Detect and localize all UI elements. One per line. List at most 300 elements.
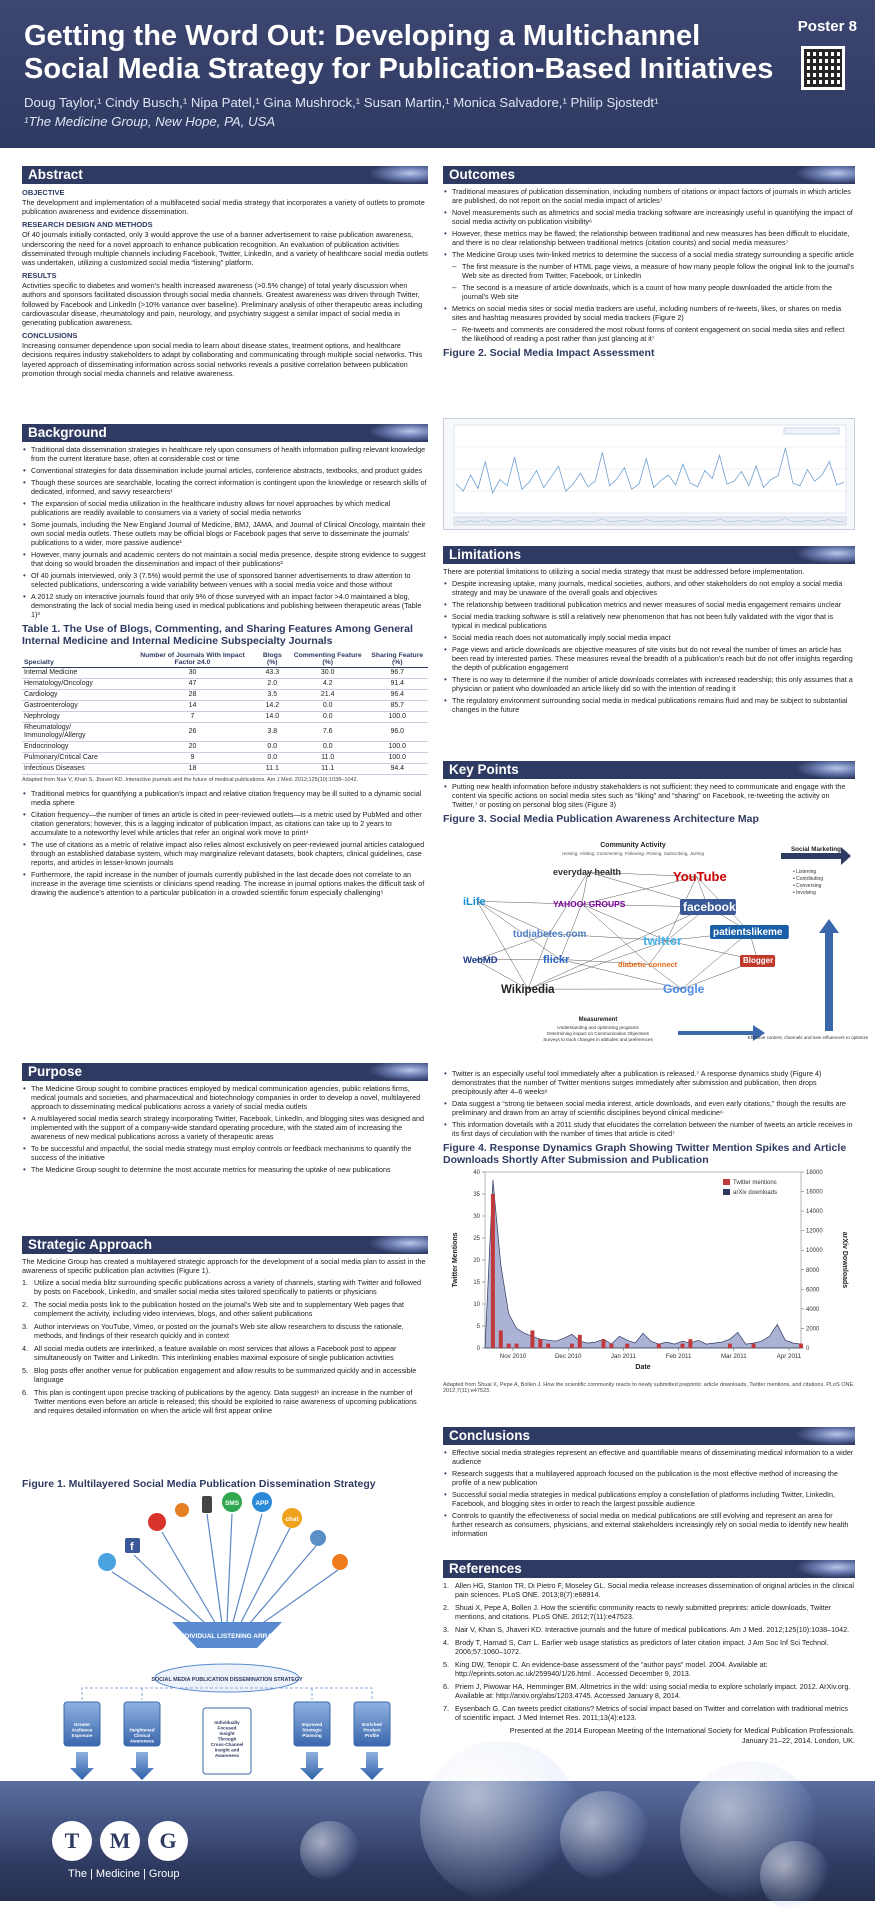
y2-axis-label: arXiv Downloads <box>841 1232 848 1289</box>
svg-text:Effective content, channels an: Effective content, channels and new influencers to optimize <box>748 1035 869 1040</box>
svg-text:Blogger: Blogger <box>743 956 773 965</box>
background-list-2 <box>22 789 428 897</box>
purpose-bullet: • The Medicine Group sought to determine the most accurate metrics for measuring the uptake of new publications <box>22 1165 428 1174</box>
outcome-box <box>354 1702 390 1746</box>
strategic-intro: The Medicine Group has created a multilayered strategic approach for the development of a social media plan to assist in the awareness of specific publication plan activities (Figure 1). <box>22 1257 428 1275</box>
outcomes-bullet: • Metrics on social media sites or social media trackers are useful, including numbers of re-tweets, likes, or shares on media sites and hashtag measures provided by social media trackers (Figure 2) <box>443 304 855 322</box>
keypoints-list <box>443 782 855 809</box>
table-row <box>22 690 428 701</box>
outcome-label: Improved <box>302 1722 323 1727</box>
twitter-bar <box>515 1344 519 1348</box>
x-tick-label: Apr 2011 <box>777 1353 802 1360</box>
table-cell: 0.0 <box>289 712 367 723</box>
outcome-label: Audience <box>72 1728 93 1733</box>
figure3-title: Figure 3. Social Media Publication Awareness Architecture Map <box>443 813 855 825</box>
figure2-svg <box>444 419 854 529</box>
table-cell: 7.6 <box>289 723 367 742</box>
x-tick-label: Dec 2010 <box>555 1353 582 1360</box>
poster-number: Poster 8 <box>798 18 857 35</box>
svg-text:SMS: SMS <box>225 1500 240 1507</box>
table-cell: 14.2 <box>256 701 289 712</box>
design-text: Of 40 journals initially contacted, only 3 would approve the use of a banner advertisement to raise publication awareness, underscoring the need for a novel approach to enhance publication recognition. An evaluation of publication activities disseminated through multiple channels including Facebook, Twitter, LinkedIn, and a variety of healthcare social media outlets was undertaken, utilizing a customized social media “listening” platform. <box>22 230 428 267</box>
table-cell: 18 <box>129 764 255 775</box>
table1-column-header: Number of Journals With Impact Factor ≥4.0 <box>129 651 255 668</box>
twitter-bar <box>538 1339 542 1348</box>
figure3-svg <box>443 833 855 1061</box>
outcomes-bullet: • Traditional measures of publication dissemination, including numbers of citations or impact factors of journals in which articles are published, do not report on the social media impact of articles⁷ <box>443 187 855 205</box>
outcome-label: Clinical <box>134 1733 150 1738</box>
logo-letter-t: T <box>52 1821 92 1861</box>
y2-tick-label: 14000 <box>806 1209 823 1215</box>
outcome-label: Strategic <box>302 1728 322 1733</box>
conclusion-bullet: • Effective social media strategies represent an effective and quantifiable means of disseminating medical information to a wider audience <box>443 1448 855 1466</box>
conclusion-bullet: • Controls to quantify the effectiveness of social media on medical publications are still evolving and represent an area for further research as consumers, physicians, and external stakeholders increasingly rely on social media to identify new health information <box>443 1511 855 1538</box>
network-node <box>553 867 621 877</box>
rss-icon <box>332 1554 348 1570</box>
table-cell: 100.0 <box>367 742 428 753</box>
background-bullet: • Citation frequency—the number of times an article is cited in peer-reviewed outlets—is a metric used by PubMed and other citation generators; however, this is a lagging indicator of publication impact, as citations can take up to 2 years to accumulate to a noteworthy level while articles that refer an original work move to print⁴ <box>22 810 428 837</box>
outcome-label: Insight and <box>215 1748 240 1753</box>
legend-swatch <box>723 1189 730 1195</box>
objective-label: OBJECTIVE <box>22 188 428 197</box>
background-bullet: • Though these sources are searchable, locating the correct information is contingent upon the knowledge or research skills of dedicated, informed, and savvy researchers¹ <box>22 478 428 496</box>
keypoint-bullet: • This information dovetails with a 2011 study that elucidates the correlation between the number of tweets an article receives in its first days of circulation with the number of times that article is cited⁷ <box>443 1120 855 1138</box>
conclusion-bullet: • Research suggests that a multilayered approach focused on the publication is the most effective method of increasing the profile of a new publication <box>443 1469 855 1487</box>
design-label: RESEARCH DESIGN AND METHODS <box>22 220 428 229</box>
table-cell: 28 <box>129 690 255 701</box>
table-row <box>22 764 428 775</box>
reference-item: 5. King DW, Tenopir C. An evidence-base assessment of the “author pays” model. 2004. Available at: http://eprints.soton.ac.uk/259940/1/26.html . Accessed December 9, 2013. <box>443 1660 855 1678</box>
svg-text:iLife: iLife <box>463 896 486 908</box>
twitter-icon <box>98 1553 116 1571</box>
marketing-item: • Contributing <box>793 876 823 882</box>
y-tick-label: 35 <box>473 1192 480 1198</box>
table1-column-header: Specialty <box>22 651 129 668</box>
section-heading: Background <box>22 424 428 442</box>
y2-tick-label: 18000 <box>806 1170 823 1176</box>
table-cell: 14 <box>129 701 255 712</box>
table-cell: 14.0 <box>256 712 289 723</box>
twitter-bar <box>657 1344 661 1348</box>
table-cell: Endocrinology <box>22 742 129 753</box>
background-bullet: • Furthermore, the rapid increase in the number of journals currently published in the last decade does not correlate to an increase in the average time scientists or clinicians spend reading. The increase in journal options makes the difficult task of drawing the audience’s attention to a particular publication in a crowded scientific forum especially challenging⁵ <box>22 870 428 897</box>
y-tick-label: 40 <box>473 1170 480 1176</box>
y-axis-label: Twitter Mentions <box>452 1232 459 1287</box>
svg-text:WebMD: WebMD <box>463 955 498 966</box>
title-line-1: Getting the Word Out: Developing a Multichannel <box>24 20 784 53</box>
limitations-list <box>443 579 855 714</box>
strategic-step: 6. This plan is contingent upon precise tracking of publications by the agency. Data suggest⁶ an increase in the number of Twitter mentions even before an article is released; this should be exploited to raise awareness of upcoming publications and requires detailed information on when the article will first appear online <box>22 1388 428 1415</box>
y2-tick-label: 4000 <box>806 1307 820 1313</box>
outcomes-list <box>443 187 855 343</box>
background-bullet: • Traditional metrics for quantifying a publication’s impact and relative citation frequency may be ill suited to a dynamic social media sphere <box>22 789 428 807</box>
y2-tick-label: 12000 <box>806 1229 823 1235</box>
table-cell: 0.0 <box>289 742 367 753</box>
strategic-step: 1. Utilize a social media blitz surrounding specific publications across a variety of channels, starting with Twitter and followed by posts on Facebook, LinkedIn, and smaller social media sites tailored specifically to patients or physicians <box>22 1278 428 1296</box>
table-cell: Cardiology <box>22 690 129 701</box>
background-bullet: • Some journals, including the New England Journal of Medicine, BMJ, JAMA, and Journal of Clinical Oncology, maintain their own social media outlets. These outlets may be official blogs or Facebook pages that serve to disseminate the journals’ publications to a wider, more passive audience¹ <box>22 520 428 547</box>
table-cell: 91.4 <box>367 679 428 690</box>
x-tick-label: Feb 2011 <box>666 1353 692 1360</box>
svg-text:facebook: facebook <box>683 900 736 914</box>
table1-title: Table 1. The Use of Blogs, Commenting, and Sharing Features Among General Internal Medicine and Internal Medicine Subspecialty Journals <box>22 623 428 647</box>
twitter-bar <box>570 1344 574 1348</box>
purpose-list <box>22 1084 428 1174</box>
table-cell: 30 <box>129 668 255 679</box>
figure4-title: Figure 4. Response Dynamics Graph Showing Twitter Mention Spikes and Article Downloads Shortly After Submission and Publication <box>443 1142 855 1166</box>
network-node <box>501 984 555 996</box>
network-node <box>543 954 570 966</box>
conclusion-bullet: • Successful social media strategies in medical publications employ a constellation of platforms including Twitter, LinkedIn, Facebook, and blogging sites in order to reach the largest possible audience <box>443 1490 855 1508</box>
purpose-section <box>22 1063 428 1177</box>
outcomes-bullet: – The first measure is the number of HTML page views, a measure of how many people follow the original link to the journal’s Web site as directed from Twitter, Facebook, or LinkedIn <box>443 262 855 280</box>
conclusions-text: Increasing consumer dependence upon social media to learn about disease states, treatment options, and healthcare decisions requires industry stakeholders to adapt by collaborating and communicating through multiple social networks. This layered approach of disseminating information across social networks reveals a positive correlation between publication promotion through social media channels and relative awareness. <box>22 341 428 378</box>
table-cell: 0.0 <box>256 742 289 753</box>
table-cell: 96.4 <box>367 690 428 701</box>
section-heading: Strategic Approach <box>22 1236 428 1254</box>
twitter-bar <box>752 1344 756 1348</box>
strategic-step: 2. The social media posts link to the publication hosted on the journal’s Web site and to supplementary Web pages that complement the activity, including video interviews, blogs, and other salient publications <box>22 1300 428 1318</box>
twitter-bar <box>546 1344 550 1348</box>
y2-tick-label: 8000 <box>806 1268 820 1274</box>
limitations-bullet: • The relationship between traditional publication metrics and newer measures of social media engagement remains unclear <box>443 600 855 609</box>
outcome-label: Profile <box>365 1733 380 1738</box>
references-section <box>443 1560 855 1745</box>
table-cell: 2.0 <box>256 679 289 690</box>
background-section <box>22 424 428 900</box>
network-node <box>663 982 705 996</box>
affiliation: ¹The Medicine Group, New Hope, PA, USA <box>24 114 275 129</box>
table-cell: 47 <box>129 679 255 690</box>
outcome-label: Insight <box>219 1731 235 1736</box>
section-heading: Outcomes <box>443 166 855 184</box>
keypoint-bullet: • Putting new health information before industry stakeholders is not sufficient; they need to communicate and engage with the content via specific actions on social media sites such as “liking” and “sharing” on Facebook, re-tweeting the activity on Twitter,⁷ or posting on personal blog sites (Figure 3) <box>443 782 855 809</box>
svg-text:APP: APP <box>255 1500 269 1507</box>
svg-text:Google: Google <box>663 982 705 996</box>
background-bullet: • The expansion of social media utilization in the healthcare industry allows for novel approaches by which medical publications are readily available to consumers via a variety of social media networks <box>22 499 428 517</box>
keypoints-continued <box>443 1066 855 1166</box>
y2-tick-label: 16000 <box>806 1190 823 1196</box>
twitter-bar <box>578 1335 582 1348</box>
table-row <box>22 723 428 742</box>
outcome-label: Through <box>218 1737 237 1742</box>
network-node <box>463 896 486 908</box>
outcome-label: Individually <box>214 1720 240 1725</box>
twitter-bar <box>688 1339 692 1348</box>
svg-text:Community Activity: Community Activity <box>600 842 666 849</box>
phone-icon <box>202 1496 212 1513</box>
section-heading: Key Points <box>443 761 855 779</box>
table-cell: 7 <box>129 712 255 723</box>
abstract-section <box>22 166 428 378</box>
figure1-title: Figure 1. Multilayered Social Media Publication Dissemination Strategy <box>22 1478 428 1490</box>
network-node <box>710 925 789 939</box>
y-tick-label: 0 <box>477 1346 481 1352</box>
outcome-label: Product <box>363 1728 381 1733</box>
marketing-item: • Listening <box>793 869 816 875</box>
table-cell: 30.0 <box>289 668 367 679</box>
figure2-chart <box>443 418 855 530</box>
table1-caption: Adapted from Nair V, Khan S, Jhaveri KD. Interactive journals and the future of medical publications. Am J Med. 2012;125(10):1038–1042. <box>22 777 428 783</box>
network-node <box>553 899 626 909</box>
twitter-bar <box>499 1330 503 1348</box>
figure4-caption: Adapted from Shuai X, Pepe A, Bollen J. How the scientific community reacts to newly submitted preprints: article downloads, Twitter mentions, and citations. PLoS ONE. 2012;7(11):e47523. <box>443 1382 855 1394</box>
outcomes-bullet: • The Medicine Group uses twin-linked metrics to determine the success of a social media strategy surrounding a specific article <box>443 250 855 259</box>
keypoints-section <box>443 761 855 825</box>
background-bullet: • Of 40 journals interviewed, only 3 (7.5%) would permit the use of sponsored banner advertisements to draw attention to selected publications, underscoring a wide variability between venues with a social media voice and those without <box>22 571 428 589</box>
limitations-intro: There are potential limitations to utilizing a social media strategy that must be addressed before implementation. <box>443 567 855 576</box>
objective-text: The development and implementation of a multifaceted social media strategy that incorporates a variety of outlets to promote publication awareness and evidence dissemination. <box>22 198 428 216</box>
y2-tick-label: 2000 <box>806 1326 820 1332</box>
logo-letter-m: M <box>100 1821 140 1861</box>
twitter-bar <box>681 1344 685 1348</box>
table-cell: Rheumatology/ Immunology/Allergy <box>22 723 129 742</box>
section-heading: Purpose <box>22 1063 428 1081</box>
svg-text:twitter: twitter <box>643 933 682 948</box>
table-cell: 21.4 <box>289 690 367 701</box>
person-icon <box>175 1503 189 1517</box>
sms-icon <box>222 1492 242 1512</box>
table-cell: 100.0 <box>367 712 428 723</box>
table-cell: 11.1 <box>289 764 367 775</box>
section-heading: Abstract <box>22 166 428 184</box>
network-node <box>673 869 727 884</box>
table-row <box>22 668 428 679</box>
outcomes-bullet: • Novel measurements such as altmetrics and social media tracking software are increasingly useful in quantifying the impact of social media activity on publication visibility⁶ <box>443 208 855 226</box>
svg-text:SOCIAL MEDIA PUBLICATION DISSE: SOCIAL MEDIA PUBLICATION DISSEMINATION STRATEGY <box>151 1677 303 1683</box>
table1-column-header: Sharing Feature (%) <box>367 651 428 668</box>
keypoints-list-2 <box>443 1069 855 1138</box>
outcome-box <box>64 1702 100 1746</box>
y-tick-label: 10 <box>473 1302 480 1308</box>
table-cell: 96.7 <box>367 668 428 679</box>
legend-label: arXiv downloads <box>733 1190 777 1196</box>
outcomes-bullet: – The second is a measure of article downloads, which is a count of how many people downloaded the article from the journal’s Web site <box>443 283 855 301</box>
plot-area <box>485 1172 801 1348</box>
presented-at: Presented at the 2014 European Meeting of the International Society for Medical Publication Professionals. <box>443 1726 855 1735</box>
network-node <box>740 955 775 967</box>
twitter-bar <box>799 1344 803 1348</box>
twitter-bar <box>728 1344 732 1348</box>
network-node <box>643 933 682 948</box>
table-cell: Hematology/Oncology <box>22 679 129 690</box>
company-name: The | Medicine | Group <box>68 1868 180 1880</box>
results-label: RESULTS <box>22 271 428 280</box>
outcome-label: Planning <box>302 1733 322 1738</box>
twitter-bar <box>530 1330 534 1348</box>
outcomes-bullet: – Re-tweets and comments are considered the most robust forms of content engagement on social media sites and reflect the likelihood of reading a post rather than just glancing at it⁷ <box>443 325 855 343</box>
reference-item: 2. Shuai X, Pepe A, Bollen J. How the scientific community reacts to newly submitted preprints: article downloads, Twitter mentions, and citations. PLoS ONE. 2012;7(11):e47523. <box>443 1603 855 1621</box>
table-cell: 85.7 <box>367 701 428 712</box>
results-text: Activities specific to diabetes and women’s health increased awareness (>0.5% change) of total yearly discussion when authors and sponsors facilitated discussion through social media channels. Greatest awareness was driven through Twitter, followed by Facebook and LinkedIn (>10% variance over baseline). Preliminary analysis of other therapeutic areas including cardiovascular disease, rheumatology and pain, neurology, and psychiatry suggest a similar impact of social media in generating publication awareness. <box>22 281 428 327</box>
background-list <box>22 445 428 619</box>
globe-icon <box>310 1530 326 1546</box>
outcome-box <box>203 1708 251 1774</box>
outcomes-bullet: • However, these metrics may be flawed; the relationship between traditional and new measures has been difficult to elucidate, and there is no clear relationship between traditional metrics (citation counts) and social media measures⁷ <box>443 229 855 247</box>
facebook-icon <box>125 1538 140 1553</box>
table-cell: 0.0 <box>289 701 367 712</box>
outcome-box <box>294 1702 330 1746</box>
svg-text:Wikipedia: Wikipedia <box>501 984 555 996</box>
marketing-item: • Conversing <box>793 883 822 889</box>
logo-letter-g: G <box>148 1821 188 1861</box>
reference-item: 6. Priem J, Piwowar HA, Hemminger BM. Altmetrics in the wild: using social media to explore scholarly impact. 2012. ArXiv.org. Available at: http://arxiv.org/abs/1203.4745. Accessed January 8, 2014. <box>443 1682 855 1700</box>
funnel-arrows <box>112 1514 338 1632</box>
purpose-bullet: • A multilayered social media search strategy incorporating Twitter, Facebook, LinkedIn, and blogging sites was designed and implemented with the support of a company-wide standard operating procedure, with the stated aim of increasing the awareness of new medical publications across a variety of therapeutic areas <box>22 1114 428 1141</box>
measurement-line: Determining impact on Communication Objectives <box>547 1031 650 1036</box>
poster-title <box>24 20 784 86</box>
table-cell: 11.0 <box>289 753 367 764</box>
figure4-svg <box>443 1160 855 1380</box>
svg-text:patientslikeme: patientslikeme <box>713 927 783 938</box>
reference-item: 1. Allen HG, Stanton TR, Di Pietro F, Moseley GL. Social media release increases dissemination of original articles in the clinical pain sciences. PLoS ONE. 2013;8(7):e68914. <box>443 1581 855 1599</box>
outcomes-section <box>443 166 855 359</box>
background-bullet: • Traditional data dissemination strategies in healthcare rely upon consumers of health information pulling relevant knowledge from the current literature base, often at considerable cost or time <box>22 445 428 463</box>
chat-icon <box>282 1508 302 1528</box>
figure1-diagram <box>22 1490 428 1780</box>
x-tick-label: Nov 2010 <box>500 1353 527 1360</box>
app-icon <box>252 1492 272 1512</box>
outcome-label: Greater <box>74 1722 91 1727</box>
twitter-bar <box>609 1344 613 1348</box>
background-bullet: • Conventional strategies for data dissemination include journal articles, conference abstracts, textbooks, and product guides <box>22 466 428 475</box>
limitations-bullet: • The regulatory environment surrounding social media in medical publications remains fluid and may be subject to substantial changes in the future <box>443 696 855 714</box>
outcome-label: Heightened <box>129 1728 154 1733</box>
outcome-box <box>124 1702 160 1746</box>
figure2-title: Figure 2. Social Media Impact Assessment <box>443 347 855 359</box>
svg-text:INDIVIDUAL LISTENING ARRAY: INDIVIDUAL LISTENING ARRAY <box>178 1633 276 1640</box>
svg-text:YAHOO! GROUPS: YAHOO! GROUPS <box>553 899 626 909</box>
y-tick-label: 30 <box>473 1214 480 1220</box>
legend-label: Twitter mentions <box>733 1180 777 1186</box>
table-cell: 0.0 <box>256 753 289 764</box>
table-cell: 26 <box>129 723 255 742</box>
x-tick-label: Mar 2011 <box>721 1353 747 1360</box>
measurement-line: Understanding and optimizing programs <box>557 1025 639 1030</box>
svg-text:f: f <box>130 1541 134 1553</box>
limitations-bullet: • Page views and article downloads are objective measures of site visits but do not reveal the number of times an article has been read by interested parties. These measures reveal the breadth of a publication’s reach but do not offer insights regarding the depth of publication engagement <box>443 645 855 672</box>
title-line-2: Social Media Strategy for Publication-Based Initiatives <box>24 53 784 86</box>
table-row <box>22 701 428 712</box>
table1-column-header: Blogs (%) <box>256 651 289 668</box>
strategic-steps <box>22 1278 428 1415</box>
svg-text:Social Marketing: Social Marketing <box>791 846 841 853</box>
x-axis-label: Date <box>635 1364 650 1371</box>
svg-text:flickr: flickr <box>543 954 570 966</box>
keypoint-bullet: • Twitter is an especially useful tool immediately after a publication is released.⁷ A response dynamics study (Figure 4) demonstrates that the number of Twitter mentions surges immediately after submission and publication, then drops precipitously after 4–6 weeks⁶ <box>443 1069 855 1096</box>
y-tick-label: 25 <box>473 1236 480 1242</box>
table1-column-header: Commenting Feature (%) <box>289 651 367 668</box>
table-row <box>22 712 428 723</box>
twitter-bar <box>602 1339 606 1348</box>
outcome-label: Exposure <box>72 1733 93 1738</box>
table-cell: 100.0 <box>367 753 428 764</box>
table-cell: 3.5 <box>256 690 289 701</box>
table-row <box>22 679 428 690</box>
figure3-map <box>443 833 855 1061</box>
svg-text:chat: chat <box>285 1516 299 1523</box>
y2-tick-label: 0 <box>806 1346 810 1352</box>
outcome-label: Cross-Channel <box>211 1742 244 1747</box>
table-cell: 9 <box>129 753 255 764</box>
legend-swatch <box>723 1179 730 1185</box>
limitations-bullet: • Social media tracking software is still a relatively new phenomenon that has not been fully validated with the vigor that is typical in medical publications <box>443 612 855 630</box>
table-cell: 4.2 <box>289 679 367 690</box>
author-list: Doug Taylor,¹ Cindy Busch,¹ Nipa Patel,¹ Gina Mushrock,¹ Susan Martin,¹ Monica Salvadore,¹ Philip Sjostedt¹ <box>24 95 659 110</box>
table-cell: 3.8 <box>256 723 289 742</box>
svg-text:YouTube: YouTube <box>673 869 727 884</box>
table-cell: 96.0 <box>367 723 428 742</box>
conclusions-list <box>443 1448 855 1538</box>
background-bullet: • The use of citations as a metric of relative impact also relies almost exclusively on peer-reviewed journal articles catalogued through an established database system, which may marginalize relevant datasets, book chapters, clinical guidelines, case reports, and articles in lesser-known journals <box>22 840 428 867</box>
conclusions-section <box>443 1427 855 1541</box>
outcome-label: Enriched <box>362 1722 382 1727</box>
table-cell: Infectious Diseases <box>22 764 129 775</box>
marketing-item: • Involving <box>793 890 816 896</box>
limitations-bullet: • There is no way to determine if the number of article downloads correlates with increased readership; this only assumes that a physician or patient who downloaded an article likely did so with the intention of reading it <box>443 675 855 693</box>
table-cell: 94.4 <box>367 764 428 775</box>
outcome-label: Awareness <box>215 1753 240 1758</box>
table-cell: Gastroenterology <box>22 701 129 712</box>
section-heading: Conclusions <box>443 1427 855 1445</box>
table-cell: Internal Medicine <box>22 668 129 679</box>
svg-text:Measurement: Measurement <box>579 1017 618 1023</box>
table-cell: Nephrology <box>22 712 129 723</box>
figure1 <box>22 1474 428 1780</box>
section-heading: References <box>443 1560 855 1578</box>
outcome-label: Focused <box>218 1726 237 1731</box>
table-row <box>22 742 428 753</box>
measurement-line: Surveys to track changes in attitudes and preferences <box>543 1037 653 1042</box>
y-tick-label: 5 <box>477 1324 481 1330</box>
poster-footer <box>0 1781 875 1901</box>
svg-text:everyday health: everyday health <box>553 867 621 877</box>
table-cell: 11.1 <box>256 764 289 775</box>
twitter-bar <box>625 1344 629 1348</box>
purpose-bullet: • The Medicine Group sought to combine practices employed by medical communication agencies, public relations firms, medical journals and societies, and pharmaceutical and biotechnology companies in order to develop a novel, multilayered approach to disseminating medical publications across a variety of social media outlets <box>22 1084 428 1111</box>
x-tick-label: Jan 2011 <box>611 1353 637 1360</box>
twitter-bar <box>491 1194 495 1348</box>
svg-text:tudiabetes.com: tudiabetes.com <box>513 929 586 940</box>
references-list <box>443 1581 855 1722</box>
strategic-step: 5. Blog posts offer another venue for publication engagement and allow results to be summarized quickly and in accessible language <box>22 1366 428 1384</box>
table-cell: 43.3 <box>256 668 289 679</box>
figure4-chart <box>443 1160 855 1392</box>
y2-tick-label: 10000 <box>806 1248 823 1254</box>
table-cell: Pulmonary/Critical Care <box>22 753 129 764</box>
background-bullet: • A 2012 study on interactive journals found that only 9% of those surveyed with an impact factor >4.0 maintained a blog, demonstrating the lack of social media being used in medical publications and publishing between therapeutic areas (Table 1)³ <box>22 592 428 619</box>
strategic-section <box>22 1236 428 1419</box>
up-arrow <box>819 919 839 1031</box>
reference-item: 7. Eysenbach G. Can tweets predict citations? Metrics of social impact based on Twitter and correlation with traditional metrics of scientific impact. J Med Internet Res. 2011;13(4):e123. <box>443 1704 855 1722</box>
outcome-label: Awareness <box>130 1739 155 1744</box>
y2-tick-label: 6000 <box>806 1287 820 1293</box>
network-node <box>513 929 586 940</box>
section-heading: Limitations <box>443 546 855 564</box>
strategic-step: 3. Author interviews on YouTube, Vimeo, or posted on the journal’s Web site allow researchers to discuss the rationale, methods, and findings of their research quickly and in context <box>22 1322 428 1340</box>
twitter-bar <box>507 1344 511 1348</box>
network-node <box>680 899 736 915</box>
purpose-bullet: • To be successful and impactful, the social media strategy must employ controls or feedback mechanisms to quantify the success of the initiative <box>22 1144 428 1162</box>
qr-code-icon[interactable] <box>801 46 845 90</box>
poster-header <box>0 0 875 148</box>
svg-text:diabetic connect: diabetic connect <box>618 960 678 969</box>
svg-text:Hosting, Visiting, Commenting,: Hosting, Visiting, Commenting, Following, Posting, Subscribing, Joining <box>562 851 704 856</box>
reference-item: 4. Brody T, Harnad S, Carr L. Earlier web usage statistics as predictors of later citation impact. J Am Soc Inf Sci Technol. 2006;57:1060–1072. <box>443 1638 855 1656</box>
reference-item: 3. Nair V, Khan S, Jhaveri KD. Interactive journals and the future of medical publications. Am J Med. 2012;125(10):1038–1042. <box>443 1625 855 1634</box>
presented-date: January 21–22, 2014. London, UK. <box>443 1736 855 1745</box>
y-tick-label: 20 <box>473 1258 480 1264</box>
